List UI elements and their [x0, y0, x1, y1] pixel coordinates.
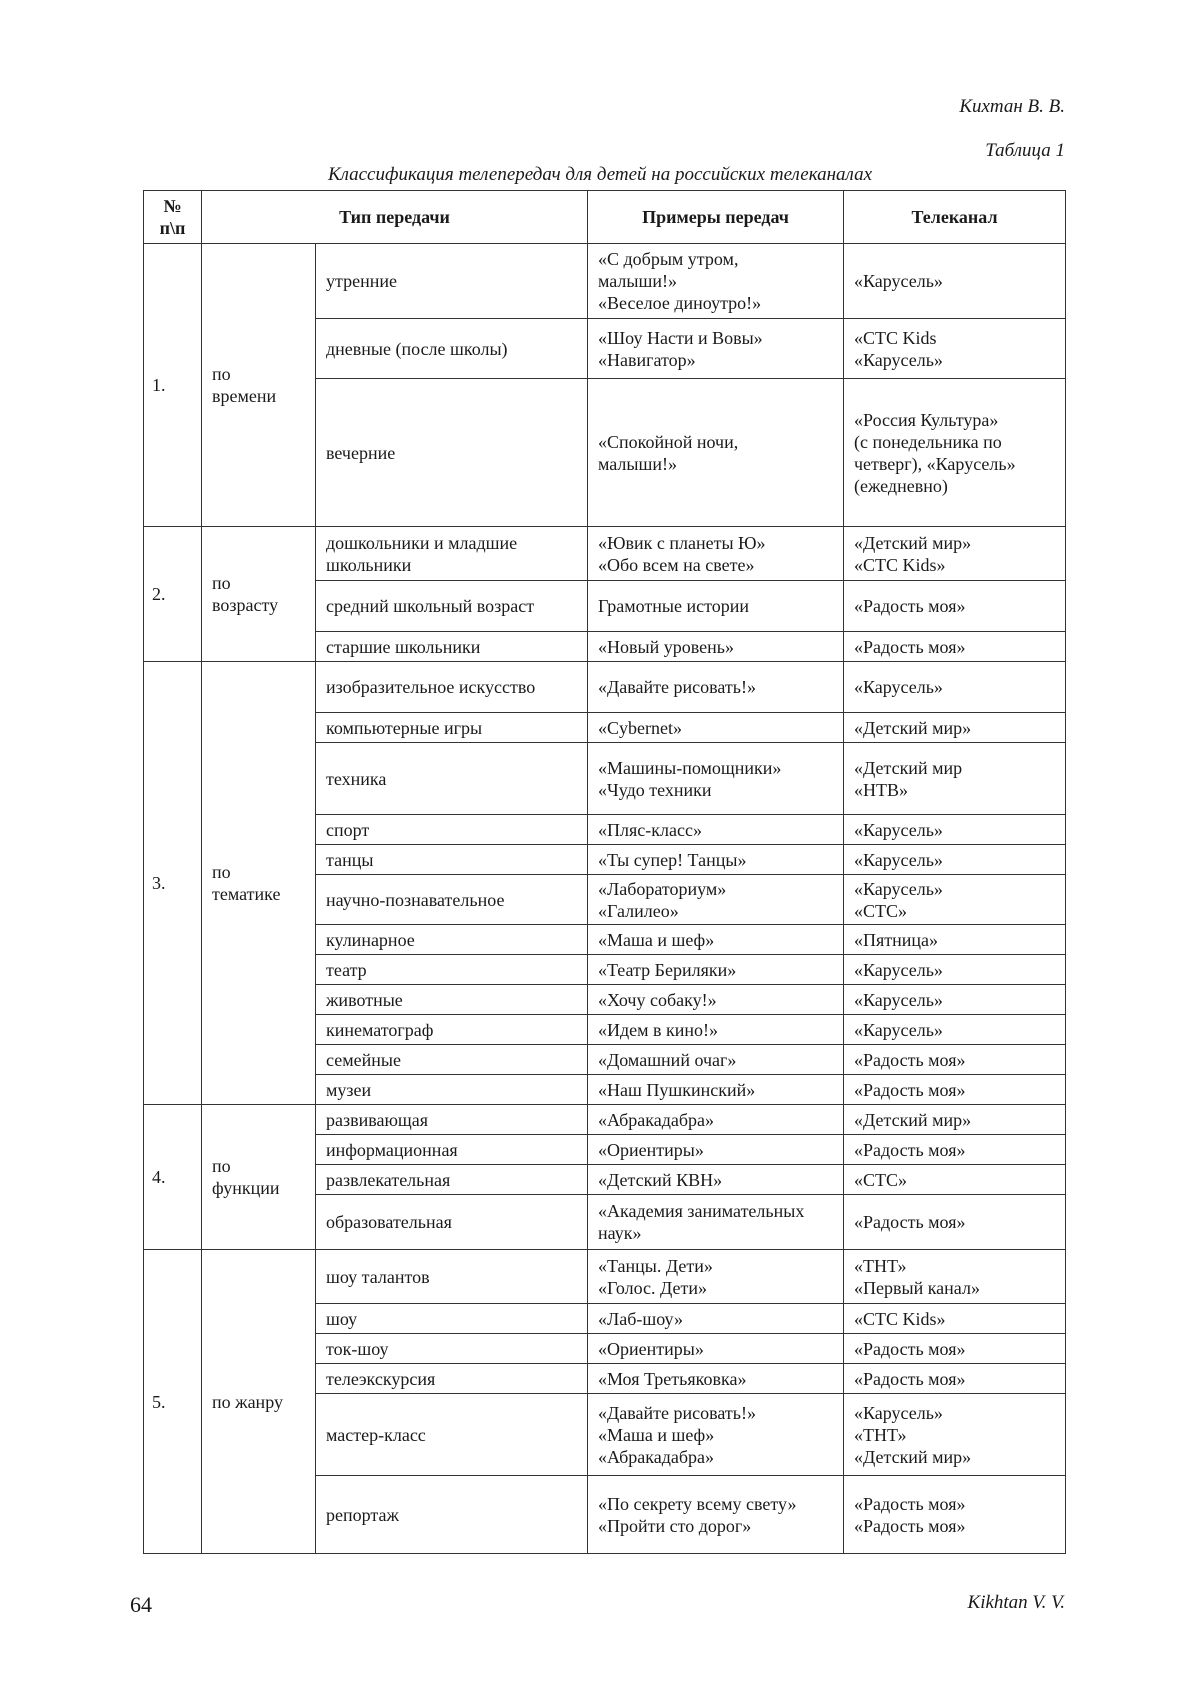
- program-examples: «Танцы. Дети» «Голос. Дети»: [588, 1250, 844, 1304]
- group-number: 4.: [144, 1105, 202, 1250]
- program-examples: «Детский КВН»: [588, 1165, 844, 1195]
- program-channel: «Радость моя»: [844, 1334, 1066, 1364]
- group-category: по времени: [202, 244, 316, 527]
- program-channel: «Карусель» «СТС»: [844, 875, 1066, 925]
- table-label: Таблица 1: [985, 140, 1065, 161]
- classification-table: [143, 190, 1066, 1554]
- program-type: театр: [316, 955, 588, 985]
- program-type: информационная: [316, 1135, 588, 1165]
- table-header-row: [144, 191, 1066, 244]
- program-examples: «Маша и шеф»: [588, 925, 844, 955]
- program-examples: «Ориентиры»: [588, 1334, 844, 1364]
- program-examples: «Шоу Насти и Вовы» «Навигатор»: [588, 319, 844, 379]
- program-type: мастер-класс: [316, 1394, 588, 1476]
- table-row: [144, 527, 1066, 581]
- program-examples: «Ориентиры»: [588, 1135, 844, 1165]
- program-type: научно-познавательное: [316, 875, 588, 925]
- program-channel: «Радость моя»: [844, 1364, 1066, 1394]
- program-examples: Грамотные истории: [588, 581, 844, 632]
- program-channel: «Радость моя» «Радость моя»: [844, 1476, 1066, 1554]
- program-type: компьютерные игры: [316, 713, 588, 743]
- program-channel: «Радость моя»: [844, 1045, 1066, 1075]
- program-channel: «Пятница»: [844, 925, 1066, 955]
- table-row: [144, 662, 1066, 713]
- program-examples: «Лаб-шоу»: [588, 1304, 844, 1334]
- program-channel: «Карусель» «ТНТ» «Детский мир»: [844, 1394, 1066, 1476]
- program-type: развивающая: [316, 1105, 588, 1135]
- program-type: дневные (после школы): [316, 319, 588, 379]
- program-examples: «Абракадабра»: [588, 1105, 844, 1135]
- group-number: 3.: [144, 662, 202, 1105]
- program-type: старшие школьники: [316, 632, 588, 662]
- program-channel: «Детский мир «НТВ»: [844, 743, 1066, 815]
- program-examples: «С добрым утром, малыши!» «Веселое диноутро!»: [588, 244, 844, 319]
- running-header-author: Кихтан В. В.: [959, 96, 1065, 117]
- program-examples: «Домашний очаг»: [588, 1045, 844, 1075]
- program-examples: «Моя Третьяковка»: [588, 1364, 844, 1394]
- program-type: изобразительное искусство: [316, 662, 588, 713]
- program-type: животные: [316, 985, 588, 1015]
- header-num: № п\п: [144, 191, 202, 244]
- running-footer-author: Kikhtan V. V.: [967, 1592, 1065, 1613]
- table-row: [144, 244, 1066, 319]
- program-examples: «Ты супер! Танцы»: [588, 845, 844, 875]
- program-channel: «Радость моя»: [844, 1195, 1066, 1250]
- program-examples: «Спокойной ночи, малыши!»: [588, 379, 844, 527]
- program-type: семейные: [316, 1045, 588, 1075]
- program-examples: «Хочу собаку!»: [588, 985, 844, 1015]
- program-type: телеэкскурсия: [316, 1364, 588, 1394]
- program-type: репортаж: [316, 1476, 588, 1554]
- program-channel: «СТС Kids»: [844, 1304, 1066, 1334]
- group-number: 1.: [144, 244, 202, 527]
- program-channel: «Радость моя»: [844, 632, 1066, 662]
- program-channel: «Радость моя»: [844, 1135, 1066, 1165]
- table-title: Классификация телепередач для детей на российских телеканалах: [327, 164, 873, 185]
- program-examples: «Пляс-класс»: [588, 815, 844, 845]
- group-number: 5.: [144, 1250, 202, 1554]
- program-channel: «Радость моя»: [844, 1075, 1066, 1105]
- program-channel: «Карусель»: [844, 244, 1066, 319]
- program-examples: «Академия занимательных наук»: [588, 1195, 844, 1250]
- program-channel: «Карусель»: [844, 1015, 1066, 1045]
- program-examples: «Cybernet»: [588, 713, 844, 743]
- header-type: Тип передачи: [202, 191, 588, 244]
- group-category: по функции: [202, 1105, 316, 1250]
- program-type: техника: [316, 743, 588, 815]
- program-examples: «Театр Бериляки»: [588, 955, 844, 985]
- group-category: по возрасту: [202, 527, 316, 662]
- program-channel: «Карусель»: [844, 662, 1066, 713]
- program-examples: «Лабораториум» «Галилео»: [588, 875, 844, 925]
- program-type: утренние: [316, 244, 588, 319]
- program-type: развлекательная: [316, 1165, 588, 1195]
- table-row: [144, 1105, 1066, 1135]
- program-examples: «Наш Пушкинский»: [588, 1075, 844, 1105]
- group-category: по тематике: [202, 662, 316, 1105]
- program-examples: «По секрету всему свету» «Пройти сто дорог»: [588, 1476, 844, 1554]
- program-type: шоу: [316, 1304, 588, 1334]
- group-category: по жанру: [202, 1250, 316, 1554]
- program-type: танцы: [316, 845, 588, 875]
- program-channel: «Россия Культура» (с понедельника по четверг), «Карусель» (ежедневно): [844, 379, 1066, 527]
- program-type: образовательная: [316, 1195, 588, 1250]
- program-channel: «Радость моя»: [844, 581, 1066, 632]
- program-type: спорт: [316, 815, 588, 845]
- program-examples: «Новый уровень»: [588, 632, 844, 662]
- program-type: средний школьный возраст: [316, 581, 588, 632]
- program-type: кинематограф: [316, 1015, 588, 1045]
- program-channel: «СТС Kids «Карусель»: [844, 319, 1066, 379]
- program-type: вечерние: [316, 379, 588, 527]
- program-channel: «Карусель»: [844, 815, 1066, 845]
- program-channel: «СТС»: [844, 1165, 1066, 1195]
- program-examples: «Идем в кино!»: [588, 1015, 844, 1045]
- program-channel: «ТНТ» «Первый канал»: [844, 1250, 1066, 1304]
- program-channel: «Карусель»: [844, 985, 1066, 1015]
- program-channel: «Детский мир»: [844, 1105, 1066, 1135]
- program-channel: «Детский мир» «СТС Kids»: [844, 527, 1066, 581]
- program-examples: «Давайте рисовать!»: [588, 662, 844, 713]
- table-row: [144, 1250, 1066, 1304]
- program-examples: «Давайте рисовать!» «Маша и шеф» «Абракадабра»: [588, 1394, 844, 1476]
- header-examples: Примеры передач: [588, 191, 844, 244]
- program-type: ток-шоу: [316, 1334, 588, 1364]
- program-examples: «Ювик с планеты Ю» «Обо всем на свете»: [588, 527, 844, 581]
- program-channel: «Детский мир»: [844, 713, 1066, 743]
- program-type: кулинарное: [316, 925, 588, 955]
- program-examples: «Машины-помощники» «Чудо техники: [588, 743, 844, 815]
- program-channel: «Карусель»: [844, 955, 1066, 985]
- program-type: шоу талантов: [316, 1250, 588, 1304]
- page-number: 64: [130, 1592, 152, 1617]
- program-type: дошкольники и младшие школьники: [316, 527, 588, 581]
- program-type: музеи: [316, 1075, 588, 1105]
- header-channel: Телеканал: [844, 191, 1066, 244]
- group-number: 2.: [144, 527, 202, 662]
- program-channel: «Карусель»: [844, 845, 1066, 875]
